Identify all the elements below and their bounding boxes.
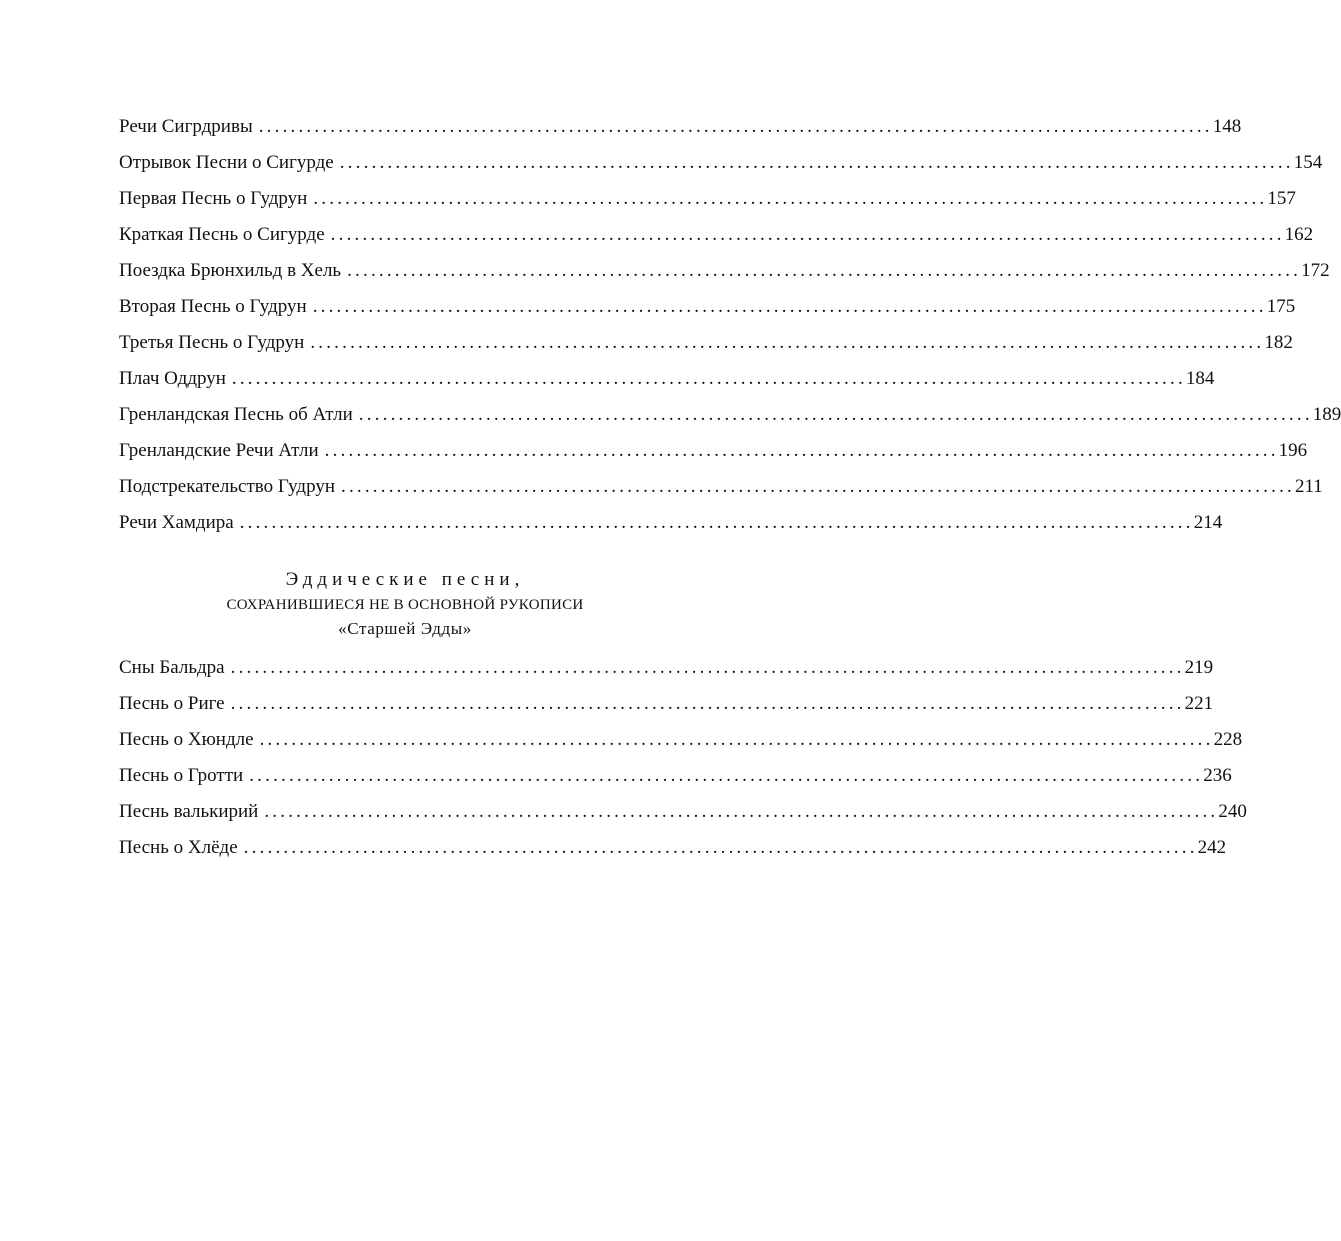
toc-entry-title: Третья Песнь о Гудрун xyxy=(119,332,305,353)
toc-entry[interactable] xyxy=(119,329,1293,365)
toc-entry-page: 189 xyxy=(1312,404,1341,425)
toc-entry-page: 221 xyxy=(1184,693,1214,714)
toc-entry-title: Гренландская Песнь об Атли xyxy=(119,404,353,425)
toc-entry-title: Песнь о Риге xyxy=(119,693,225,714)
dot-leader: ........................................................................................................................ xyxy=(324,440,1279,461)
dot-leader: ........................................................................................................................ xyxy=(259,729,1214,750)
dot-leader: ........................................................................................................................ xyxy=(264,801,1219,822)
toc-entry-page: 236 xyxy=(1203,765,1232,786)
toc-entry[interactable] xyxy=(119,654,1214,690)
dot-leader: ........................................................................................................................ xyxy=(249,765,1204,786)
toc-entry[interactable] xyxy=(119,365,1215,401)
toc-entry-title: Песнь о Хюндле xyxy=(119,729,254,750)
toc-entry-page: 182 xyxy=(1264,332,1293,353)
toc-entry[interactable] xyxy=(119,509,1223,545)
toc-entry-page: 196 xyxy=(1278,440,1308,461)
toc-entry-page: 157 xyxy=(1267,188,1296,209)
dot-leader: ........................................................................................................................ xyxy=(258,116,1213,137)
toc-entry[interactable] xyxy=(119,690,1214,726)
toc-entry-page: 162 xyxy=(1284,224,1314,245)
toc-entry-title: Сны Бальдра xyxy=(119,657,225,678)
toc-entry-title: Краткая Песнь о Сигурде xyxy=(119,224,325,245)
toc-list-main xyxy=(119,113,1341,545)
toc-entry-page: 184 xyxy=(1185,368,1215,389)
toc-entry[interactable] xyxy=(119,113,1242,149)
dot-leader: ........................................................................................................................ xyxy=(341,476,1295,497)
toc-entry[interactable] xyxy=(119,185,1296,221)
toc-entry-title: Речи Хамдира xyxy=(119,512,234,533)
toc-entry-title: Поездка Брюнхильд в Хель xyxy=(119,260,342,281)
toc-list-supplementary xyxy=(119,654,1247,870)
toc-page xyxy=(119,0,1341,1241)
toc-entry[interactable] xyxy=(119,149,1323,185)
dot-leader: ........................................................................................................................ xyxy=(330,224,1285,245)
toc-entry[interactable] xyxy=(119,437,1308,473)
dot-leader: ........................................................................................................................ xyxy=(339,152,1294,173)
dot-leader: ........................................................................................................................ xyxy=(313,188,1268,209)
toc-entry-title: Гренландские Речи Атли xyxy=(119,440,319,461)
dot-leader: ........................................................................................................................ xyxy=(239,512,1194,533)
toc-entry[interactable] xyxy=(119,401,1341,437)
dot-leader: ........................................................................................................................ xyxy=(347,260,1302,281)
toc-entry[interactable] xyxy=(119,293,1296,329)
dot-leader: ........................................................................................................................ xyxy=(230,693,1185,714)
dot-leader: ........................................................................................................................ xyxy=(231,368,1186,389)
section-heading-title: Эддические песни, xyxy=(285,569,525,590)
toc-entry-page: 172 xyxy=(1301,260,1330,281)
toc-entry-page: 219 xyxy=(1184,657,1214,678)
toc-entry-title: Подстрекательство Гудрун xyxy=(119,476,335,497)
toc-entry-title: Плач Оддрун xyxy=(119,368,226,389)
toc-entry[interactable] xyxy=(119,798,1247,834)
toc-entry-title: Первая Песнь о Гудрун xyxy=(119,188,308,209)
toc-entry-page: 148 xyxy=(1212,116,1242,137)
dot-leader: ........................................................................................................................ xyxy=(243,837,1198,858)
toc-entry-title: Отрывок Песни о Сигурде xyxy=(119,152,334,173)
section-heading-source: «Старшей Эдды» xyxy=(338,619,472,638)
toc-entry-page: 228 xyxy=(1213,729,1243,750)
toc-entry-page: 211 xyxy=(1295,476,1323,497)
toc-entry-title: Речи Сигрдривы xyxy=(119,116,253,137)
toc-entry-page: 214 xyxy=(1193,512,1223,533)
section-heading-subtitle: СОХРАНИВШИЕСЯ НЕ В ОСНОВНОЙ РУКОПИСИ xyxy=(226,597,584,613)
toc-entry-title: Песнь валькирий xyxy=(119,801,259,822)
toc-entry-title: Песнь о Хлёде xyxy=(119,837,238,858)
toc-entry-page: 154 xyxy=(1293,152,1323,173)
dot-leader: ........................................................................................................................ xyxy=(358,404,1313,425)
toc-entry[interactable] xyxy=(119,473,1323,509)
dot-leader: ........................................................................................................................ xyxy=(230,657,1185,678)
toc-entry[interactable] xyxy=(119,834,1227,870)
dot-leader: ........................................................................................................................ xyxy=(310,332,1265,353)
toc-entry-page: 175 xyxy=(1266,296,1296,317)
toc-entry-page: 242 xyxy=(1197,837,1227,858)
section-heading xyxy=(119,566,691,642)
dot-leader: ........................................................................................................................ xyxy=(312,296,1267,317)
toc-entry[interactable] xyxy=(119,762,1232,798)
toc-entry[interactable] xyxy=(119,726,1243,762)
toc-entry[interactable] xyxy=(119,221,1314,257)
toc-entry[interactable] xyxy=(119,257,1330,293)
toc-entry-page: 240 xyxy=(1218,801,1247,822)
toc-entry-title: Вторая Песнь о Гудрун xyxy=(119,296,307,317)
toc-entry-title: Песнь о Гротти xyxy=(119,765,244,786)
